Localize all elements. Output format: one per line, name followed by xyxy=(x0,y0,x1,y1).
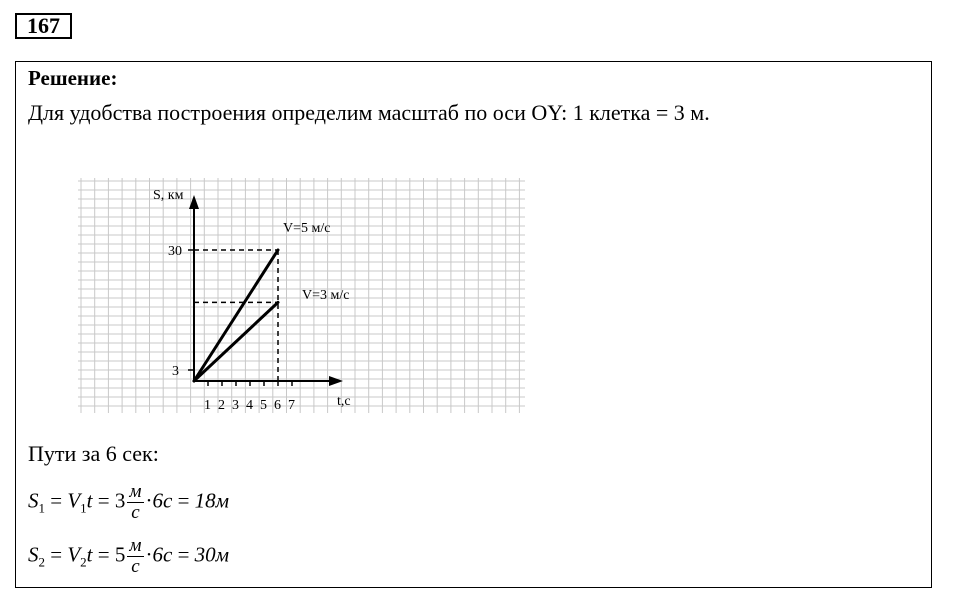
x-tick-label: 2 xyxy=(218,398,225,413)
solution-label: Решение: xyxy=(28,66,118,90)
x-tick-label: 3 xyxy=(232,398,239,413)
y-tick-label-30: 30 xyxy=(168,244,182,259)
x-tick-label: 5 xyxy=(260,398,267,413)
formula-s1: $S_1 = V_1t = 3$ $\frac{м}{с}$ ·6с = 18м xyxy=(28,481,230,523)
x-tick-label: 1 xyxy=(204,398,211,413)
intro-text: Для удобства построения определим масштаб по оси OY: 1 клетка = 3 м. xyxy=(28,100,710,125)
y-axis-label: S, км xyxy=(153,188,184,203)
formula-s2: $S_2 = V_2t = 5$ $\frac{м}{с}$ ·6с = 30м xyxy=(28,535,230,577)
x-tick-label: 7 xyxy=(288,398,295,413)
problem-number: 167 xyxy=(15,13,72,39)
x-tick-label: 4 xyxy=(246,398,253,413)
x-axis-label: t,c xyxy=(337,394,351,409)
y-tick-label-3: 3 xyxy=(172,364,179,379)
paths-text: Пути за 6 сек: xyxy=(28,441,159,466)
distance-time-graph xyxy=(75,175,527,415)
line-label-v3: V=3 м/с xyxy=(302,288,350,303)
line-label-v5: V=5 м/с xyxy=(283,221,331,236)
x-tick-label: 6 xyxy=(274,398,281,413)
